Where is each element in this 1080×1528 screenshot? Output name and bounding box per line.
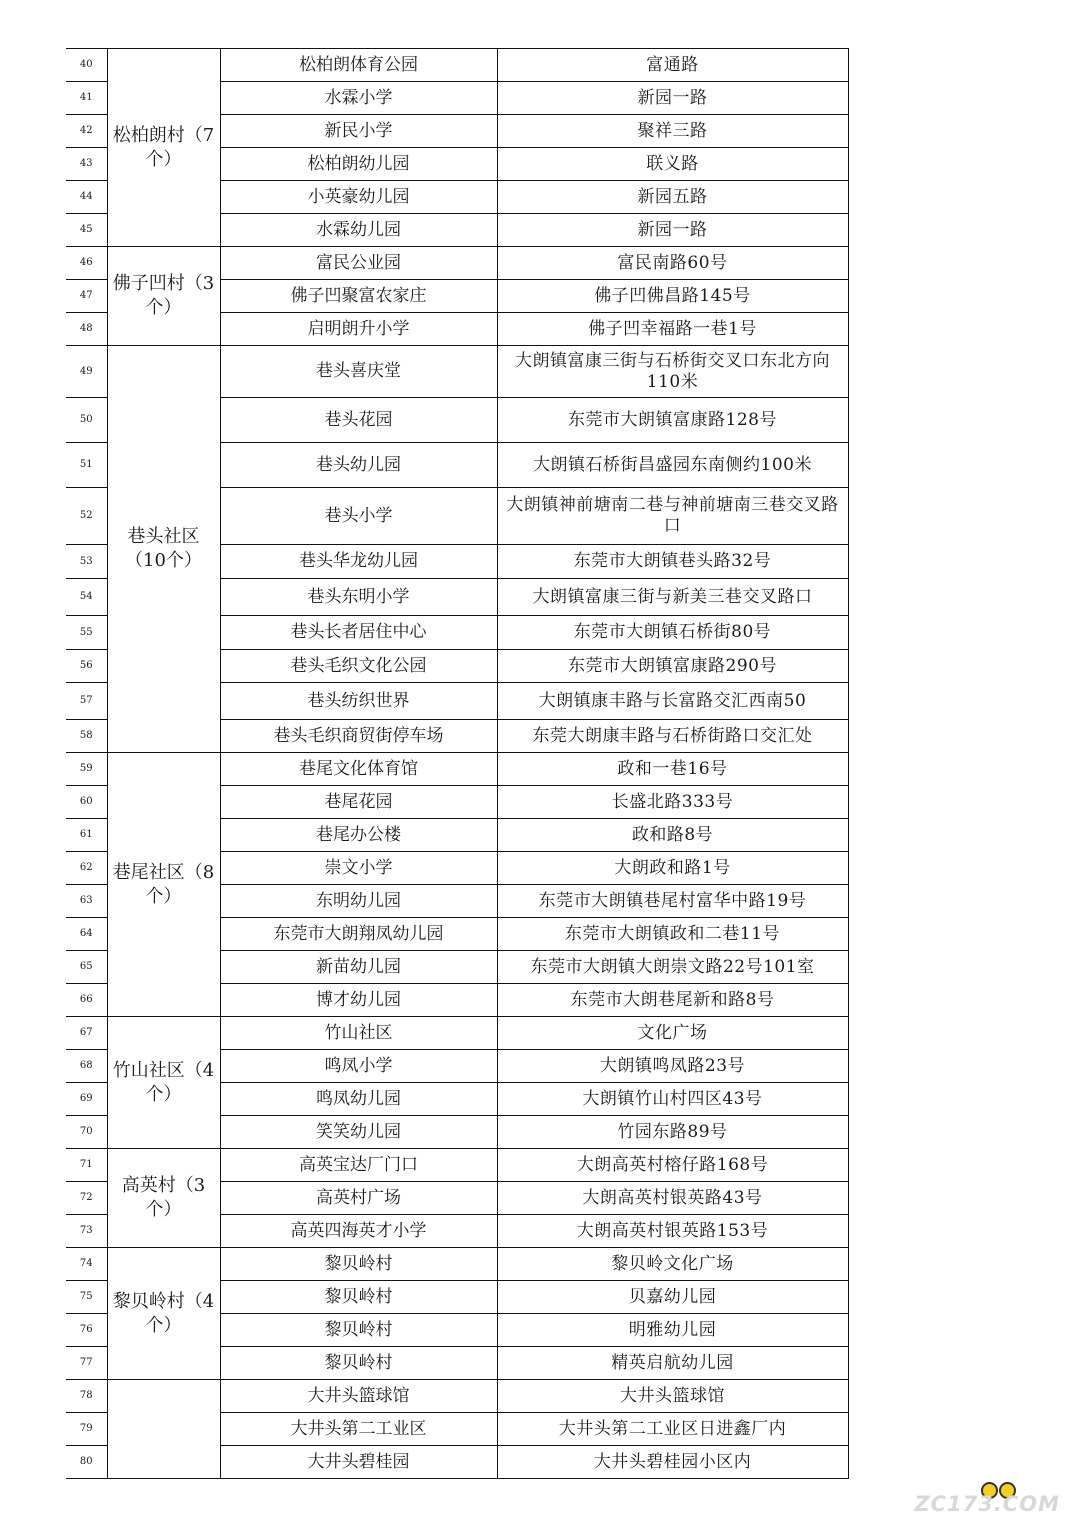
row-number: 43: [66, 148, 107, 181]
location-name-cell: 巷头长者居住中心: [220, 616, 497, 650]
location-name-cell: 黎贝岭村: [220, 1314, 497, 1347]
row-number: 58: [66, 720, 107, 753]
location-name-cell: 崇文小学: [220, 852, 497, 885]
row-number: 71: [66, 1149, 107, 1182]
address-cell: 佛子凹幸福路一巷1号: [497, 313, 848, 346]
row-number: 62: [66, 852, 107, 885]
location-name-cell: 东莞市大朗翔凤幼儿园: [220, 918, 497, 951]
address-cell: 文化广场: [497, 1017, 848, 1050]
row-number: 69: [66, 1083, 107, 1116]
location-name-cell: 巷头东明小学: [220, 579, 497, 616]
table-row: [66, 346, 848, 398]
location-name-cell: 新民小学: [220, 115, 497, 148]
row-number: 67: [66, 1017, 107, 1050]
location-name-cell: 东明幼儿园: [220, 885, 497, 918]
village-group-cell: 佛子凹村（3个）: [107, 247, 220, 346]
location-name-cell: 巷头华龙幼儿园: [220, 545, 497, 579]
location-name-cell: 佛子凹聚富农家庄: [220, 280, 497, 313]
address-cell: 富通路: [497, 49, 848, 82]
table-row: [66, 753, 848, 786]
location-name-cell: 新苗幼儿园: [220, 951, 497, 984]
row-number: 76: [66, 1314, 107, 1347]
address-cell: 精英启航幼儿园: [497, 1347, 848, 1380]
location-name-cell: 巷头小学: [220, 488, 497, 545]
row-number: 51: [66, 443, 107, 488]
table-row: [66, 1149, 848, 1182]
row-number: 44: [66, 181, 107, 214]
address-cell: 政和路8号: [497, 819, 848, 852]
row-number: 80: [66, 1446, 107, 1479]
address-cell: 长盛北路333号: [497, 786, 848, 819]
row-number: 54: [66, 579, 107, 616]
address-cell: 竹园东路89号: [497, 1116, 848, 1149]
location-name-cell: 松柏朗幼儿园: [220, 148, 497, 181]
location-name-cell: 高英宝达厂门口: [220, 1149, 497, 1182]
village-group-cell: 黎贝岭村（4个）: [107, 1248, 220, 1380]
address-cell: 东莞市大朗镇富康路290号: [497, 650, 848, 683]
location-name-cell: 高英村广场: [220, 1182, 497, 1215]
address-cell: 贝嘉幼儿园: [497, 1281, 848, 1314]
address-cell: 明雅幼儿园: [497, 1314, 848, 1347]
table-row: [66, 1017, 848, 1050]
row-number: 48: [66, 313, 107, 346]
row-number: 79: [66, 1413, 107, 1446]
location-name-cell: 巷尾花园: [220, 786, 497, 819]
address-cell: 大朗镇康丰路与长富路交汇西南50: [497, 683, 848, 720]
row-number: 52: [66, 488, 107, 545]
village-group-cell: 竹山社区（4个）: [107, 1017, 220, 1149]
row-number: 72: [66, 1182, 107, 1215]
location-name-cell: 黎贝岭村: [220, 1248, 497, 1281]
row-number: 65: [66, 951, 107, 984]
location-name-cell: 巷头幼儿园: [220, 443, 497, 488]
address-cell: 大朗镇石桥街昌盛园东南侧约100米: [497, 443, 848, 488]
location-name-cell: 博才幼儿园: [220, 984, 497, 1017]
row-number: 66: [66, 984, 107, 1017]
location-name-cell: 大井头篮球馆: [220, 1380, 497, 1413]
address-cell: 聚祥三路: [497, 115, 848, 148]
location-name-cell: 巷尾文化体育馆: [220, 753, 497, 786]
location-name-cell: 黎贝岭村: [220, 1347, 497, 1380]
location-name-cell: 高英四海英才小学: [220, 1215, 497, 1248]
location-name-cell: 启明朗升小学: [220, 313, 497, 346]
table-row: [66, 1248, 848, 1281]
village-group-cell: 巷头社区（10个）: [107, 346, 220, 753]
table-body: [66, 49, 848, 1479]
row-number: 56: [66, 650, 107, 683]
location-name-cell: 水霖幼儿园: [220, 214, 497, 247]
address-cell: 东莞市大朗镇巷尾村富华中路19号: [497, 885, 848, 918]
location-name-cell: 巷头纺织世界: [220, 683, 497, 720]
row-number: 45: [66, 214, 107, 247]
address-cell: 东莞市大朗镇政和二巷11号: [497, 918, 848, 951]
address-cell: 富民南路60号: [497, 247, 848, 280]
address-cell: 东莞大朗康丰路与石桥街路口交汇处: [497, 720, 848, 753]
village-group-cell: 松柏朗村（7个）: [107, 49, 220, 247]
row-number: 68: [66, 1050, 107, 1083]
address-cell: 东莞市大朗镇巷头路32号: [497, 545, 848, 579]
row-number: 75: [66, 1281, 107, 1314]
row-number: 46: [66, 247, 107, 280]
location-name-cell: 笑笑幼儿园: [220, 1116, 497, 1149]
row-number: 70: [66, 1116, 107, 1149]
location-name-cell: 巷头毛织文化公园: [220, 650, 497, 683]
address-cell: 新园一路: [497, 214, 848, 247]
row-number: 74: [66, 1248, 107, 1281]
row-number: 64: [66, 918, 107, 951]
row-number: 41: [66, 82, 107, 115]
address-cell: 新园一路: [497, 82, 848, 115]
row-number: 49: [66, 346, 107, 398]
location-name-cell: 竹山社区: [220, 1017, 497, 1050]
location-name-cell: 松柏朗体育公园: [220, 49, 497, 82]
address-cell: 大朗镇神前塘南二巷与神前塘南三巷交叉路口: [497, 488, 848, 545]
address-cell: 大朗镇富康三街与新美三巷交叉路口: [497, 579, 848, 616]
address-cell: 大朗镇富康三街与石桥街交叉口东北方向110米: [497, 346, 848, 398]
row-number: 63: [66, 885, 107, 918]
address-cell: 东莞市大朗镇大朗崇文路22号101室: [497, 951, 848, 984]
row-number: 40: [66, 49, 107, 82]
address-cell: 大朗高英村银英路43号: [497, 1182, 848, 1215]
watermark-text: ZC173.COM: [914, 1492, 1060, 1516]
location-name-cell: 水霖小学: [220, 82, 497, 115]
address-cell: 黎贝岭文化广场: [497, 1248, 848, 1281]
location-name-cell: 巷头喜庆堂: [220, 346, 497, 398]
location-name-cell: 巷尾办公楼: [220, 819, 497, 852]
row-number: 59: [66, 753, 107, 786]
row-number: 50: [66, 398, 107, 443]
location-name-cell: 富民公业园: [220, 247, 497, 280]
row-number: 55: [66, 616, 107, 650]
row-number: 61: [66, 819, 107, 852]
location-name-cell: 黎贝岭村: [220, 1281, 497, 1314]
location-name-cell: 大井头第二工业区: [220, 1413, 497, 1446]
table-row: [66, 247, 848, 280]
address-cell: 东莞市大朗镇富康路128号: [497, 398, 848, 443]
address-cell: 联义路: [497, 148, 848, 181]
row-number: 53: [66, 545, 107, 579]
address-cell: 新园五路: [497, 181, 848, 214]
location-name-cell: 小英豪幼儿园: [220, 181, 497, 214]
site-watermark: [914, 1482, 1060, 1516]
location-name-cell: 巷头花园: [220, 398, 497, 443]
table-row: [66, 49, 848, 82]
row-number: 57: [66, 683, 107, 720]
village-group-cell: [107, 1380, 220, 1479]
village-group-cell: 巷尾社区（8个）: [107, 753, 220, 1017]
location-name-cell: 鸣凤幼儿园: [220, 1083, 497, 1116]
address-cell: 大井头碧桂园小区内: [497, 1446, 848, 1479]
location-name-cell: 鸣凤小学: [220, 1050, 497, 1083]
address-cell: 大朗镇竹山村四区43号: [497, 1083, 848, 1116]
row-number: 73: [66, 1215, 107, 1248]
address-cell: 东莞市大朗镇石桥街80号: [497, 616, 848, 650]
row-number: 60: [66, 786, 107, 819]
address-cell: 政和一巷16号: [497, 753, 848, 786]
address-cell: 大朗镇鸣凤路23号: [497, 1050, 848, 1083]
address-cell: 东莞市大朗巷尾新和路8号: [497, 984, 848, 1017]
address-cell: 大朗高英村榕仔路168号: [497, 1149, 848, 1182]
table-row: [66, 1380, 848, 1413]
row-number: 47: [66, 280, 107, 313]
location-name-cell: 大井头碧桂园: [220, 1446, 497, 1479]
address-table: [66, 48, 849, 1479]
address-cell: 大井头第二工业区日进鑫厂内: [497, 1413, 848, 1446]
address-cell: 大井头篮球馆: [497, 1380, 848, 1413]
row-number: 78: [66, 1380, 107, 1413]
address-cell: 大朗政和路1号: [497, 852, 848, 885]
location-name-cell: 巷头毛织商贸街停车场: [220, 720, 497, 753]
row-number: 77: [66, 1347, 107, 1380]
village-group-cell: 高英村（3个）: [107, 1149, 220, 1248]
address-cell: 大朗高英村银英路153号: [497, 1215, 848, 1248]
row-number: 42: [66, 115, 107, 148]
address-cell: 佛子凹佛昌路145号: [497, 280, 848, 313]
